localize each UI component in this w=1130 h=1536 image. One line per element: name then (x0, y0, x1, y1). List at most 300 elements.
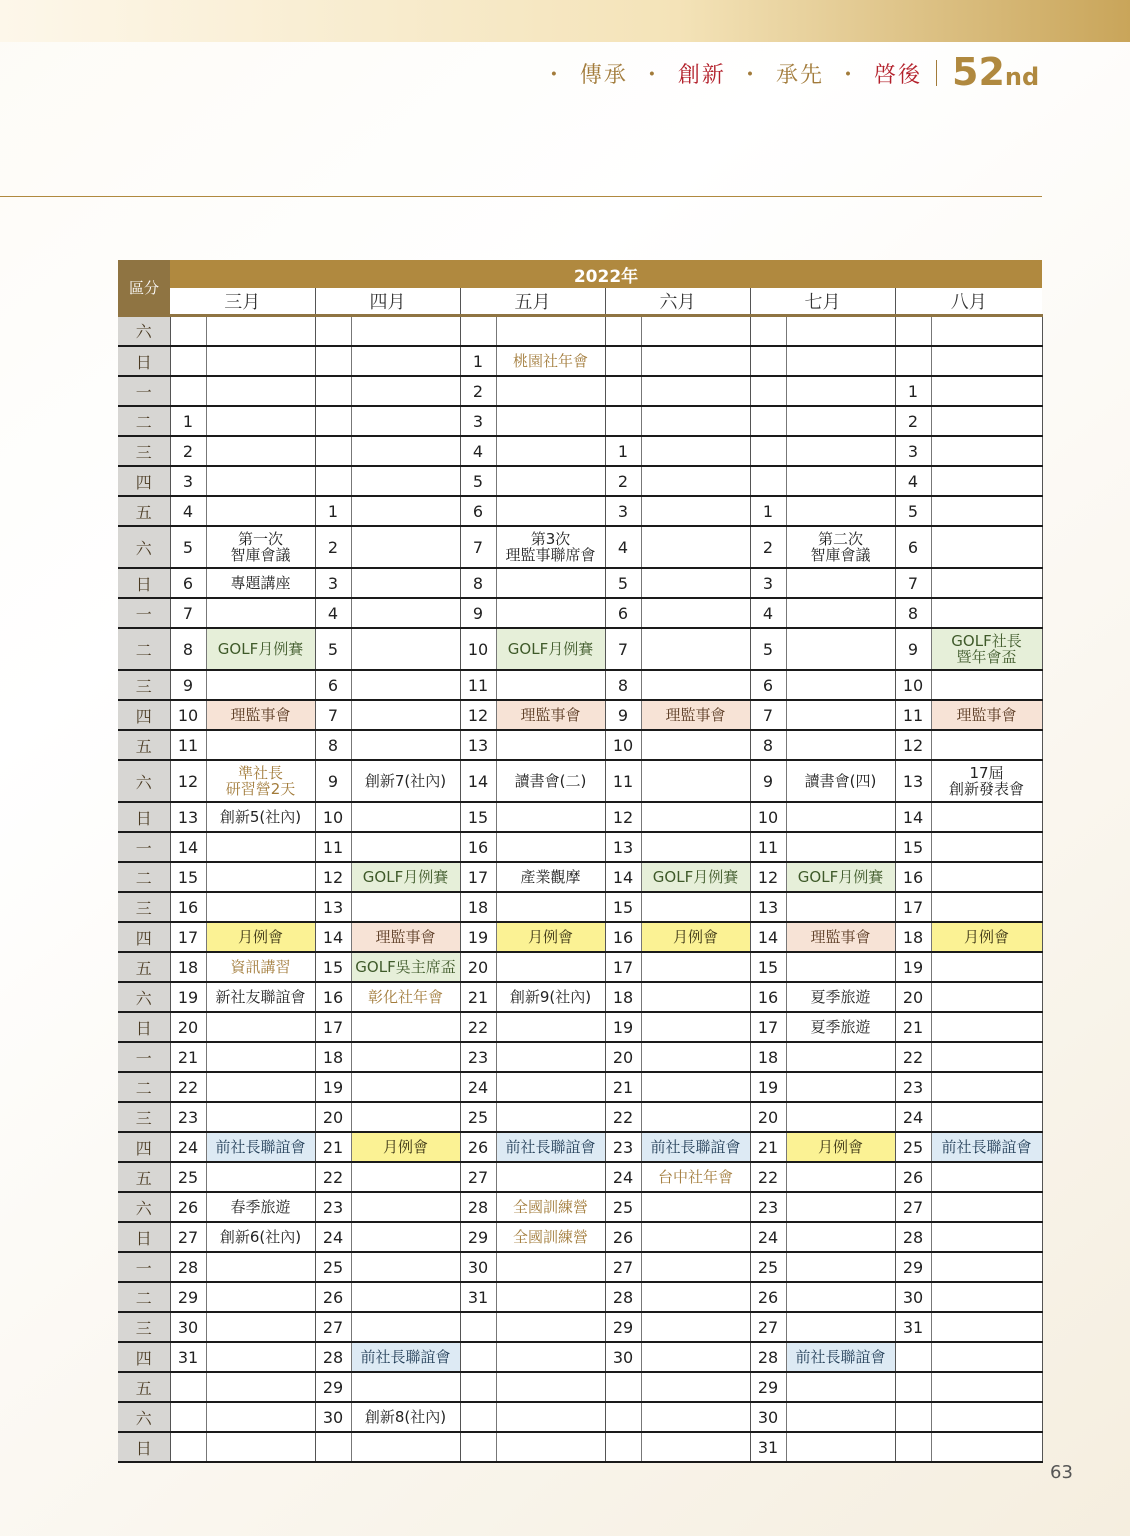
empty-event-cell (496, 832, 605, 862)
date-cell: 30 (895, 1282, 931, 1312)
date-cell: 16 (605, 922, 641, 952)
calendar-row (118, 892, 1042, 922)
calendar-row (118, 406, 1042, 436)
empty-event-cell (786, 316, 895, 347)
empty-event-cell (206, 1312, 315, 1342)
event-cell: GOLF月例賽 (351, 862, 460, 892)
date-cell: 26 (605, 1222, 641, 1252)
empty-event-cell (641, 1282, 750, 1312)
date-cell: 23 (315, 1192, 351, 1222)
date-cell: 7 (460, 526, 496, 568)
date-cell: 27 (170, 1222, 206, 1252)
date-cell: 5 (895, 496, 931, 526)
empty-event-cell (931, 802, 1042, 832)
empty-event-cell (641, 1432, 750, 1462)
date-cell (170, 316, 206, 347)
date-cell: 27 (460, 1162, 496, 1192)
date-cell: 26 (895, 1162, 931, 1192)
weekday-cell: 六 (118, 760, 170, 802)
empty-event-cell (786, 346, 895, 376)
weekday-cell: 日 (118, 568, 170, 598)
event-cell: 月例會 (786, 1132, 895, 1162)
empty-event-cell (786, 1252, 895, 1282)
date-cell (750, 316, 786, 347)
empty-event-cell (351, 628, 460, 670)
slogan-word: 傳承 (579, 63, 628, 88)
empty-event-cell (786, 1282, 895, 1312)
date-cell: 31 (460, 1282, 496, 1312)
empty-event-cell (496, 802, 605, 832)
event-cell: 月例會 (206, 922, 315, 952)
date-cell: 9 (895, 628, 931, 670)
empty-event-cell (206, 730, 315, 760)
event-cell: 新社友聯誼會 (206, 982, 315, 1012)
weekday-cell: 六 (118, 982, 170, 1012)
event-cell: 第3次 理監事聯席會 (496, 526, 605, 568)
event-cell: 專題講座 (206, 568, 315, 598)
empty-event-cell (351, 1192, 460, 1222)
event-cell: 春季旅遊 (206, 1192, 315, 1222)
date-cell (315, 466, 351, 496)
date-cell: 21 (895, 1012, 931, 1042)
date-cell: 30 (170, 1312, 206, 1342)
empty-event-cell (931, 316, 1042, 347)
date-cell: 21 (750, 1132, 786, 1162)
date-cell: 20 (170, 1012, 206, 1042)
calendar-row (118, 1402, 1042, 1432)
calendar-row (118, 1132, 1042, 1162)
date-cell (315, 1432, 351, 1462)
date-cell: 16 (315, 982, 351, 1012)
empty-event-cell (351, 670, 460, 700)
date-cell: 21 (460, 982, 496, 1012)
weekday-cell: 五 (118, 1162, 170, 1192)
date-cell: 15 (605, 892, 641, 922)
date-cell: 31 (170, 1342, 206, 1372)
empty-event-cell (931, 1372, 1042, 1402)
date-cell: 7 (895, 568, 931, 598)
date-cell: 25 (460, 1102, 496, 1132)
weekday-cell: 日 (118, 1222, 170, 1252)
empty-event-cell (786, 1432, 895, 1462)
date-cell: 24 (170, 1132, 206, 1162)
empty-event-cell (206, 436, 315, 466)
date-cell: 3 (315, 568, 351, 598)
date-cell: 2 (170, 436, 206, 466)
empty-event-cell (641, 568, 750, 598)
empty-event-cell (206, 406, 315, 436)
empty-event-cell (351, 316, 460, 347)
date-cell: 17 (750, 1012, 786, 1042)
empty-event-cell (641, 832, 750, 862)
date-cell (460, 1432, 496, 1462)
date-cell: 17 (605, 952, 641, 982)
empty-event-cell (496, 1312, 605, 1342)
date-cell: 18 (460, 892, 496, 922)
empty-event-cell (641, 1102, 750, 1132)
date-cell: 20 (750, 1102, 786, 1132)
empty-event-cell (931, 670, 1042, 700)
calendar-row (118, 1342, 1042, 1372)
empty-event-cell (931, 982, 1042, 1012)
calendar-row (118, 922, 1042, 952)
empty-event-cell (641, 1252, 750, 1282)
weekday-cell: 五 (118, 496, 170, 526)
event-cell: 月例會 (641, 922, 750, 952)
date-cell: 16 (170, 892, 206, 922)
event-cell: 理監事會 (496, 700, 605, 730)
weekday-cell: 六 (118, 526, 170, 568)
date-cell: 1 (605, 436, 641, 466)
event-cell: 前社長聯誼會 (641, 1132, 750, 1162)
date-cell: 16 (750, 982, 786, 1012)
event-cell: 月例會 (351, 1132, 460, 1162)
weekday-cell: 一 (118, 1252, 170, 1282)
date-cell: 23 (605, 1132, 641, 1162)
empty-event-cell (206, 1342, 315, 1372)
page-number: 63 (1050, 1462, 1073, 1483)
weekday-cell: 二 (118, 1072, 170, 1102)
weekday-cell: 四 (118, 700, 170, 730)
calendar-row (118, 346, 1042, 376)
empty-event-cell (496, 1252, 605, 1282)
event-cell: GOLF月例賽 (641, 862, 750, 892)
empty-event-cell (496, 952, 605, 982)
event-cell: 創新8(社內) (351, 1402, 460, 1432)
date-cell: 5 (315, 628, 351, 670)
date-cell: 24 (895, 1102, 931, 1132)
date-cell: 15 (750, 952, 786, 982)
date-cell: 7 (605, 628, 641, 670)
date-cell: 25 (605, 1192, 641, 1222)
empty-event-cell (641, 628, 750, 670)
empty-event-cell (786, 436, 895, 466)
date-cell: 12 (315, 862, 351, 892)
weekday-cell: 三 (118, 670, 170, 700)
slogan (539, 58, 922, 89)
event-cell: 第一次 智庫會議 (206, 526, 315, 568)
weekday-cell: 四 (118, 466, 170, 496)
date-cell: 3 (170, 466, 206, 496)
date-cell (460, 1372, 496, 1402)
empty-event-cell (786, 1192, 895, 1222)
event-cell: 全國訓練營 (496, 1222, 605, 1252)
weekday-cell: 三 (118, 892, 170, 922)
empty-event-cell (931, 1162, 1042, 1192)
date-cell (170, 346, 206, 376)
event-cell: 創新5(社內) (206, 802, 315, 832)
empty-event-cell (496, 1162, 605, 1192)
date-cell: 22 (895, 1042, 931, 1072)
date-cell: 23 (895, 1072, 931, 1102)
empty-event-cell (351, 832, 460, 862)
date-cell: 19 (315, 1072, 351, 1102)
date-cell: 30 (605, 1342, 641, 1372)
weekday-cell: 三 (118, 1312, 170, 1342)
weekday-cell: 二 (118, 1282, 170, 1312)
calendar-row (118, 436, 1042, 466)
weekday-cell: 日 (118, 802, 170, 832)
empty-event-cell (351, 406, 460, 436)
weekday-cell: 四 (118, 1342, 170, 1372)
empty-event-cell (641, 1192, 750, 1222)
event-cell: 前社長聯誼會 (496, 1132, 605, 1162)
slogan-separator: ・ (836, 63, 861, 88)
empty-event-cell (206, 1162, 315, 1192)
date-cell (460, 1312, 496, 1342)
date-cell: 18 (605, 982, 641, 1012)
empty-event-cell (351, 1252, 460, 1282)
date-cell: 20 (315, 1102, 351, 1132)
event-cell: 台中社年會 (641, 1162, 750, 1192)
calendar-row (118, 598, 1042, 628)
event-cell: 月例會 (496, 922, 605, 952)
empty-event-cell (206, 1402, 315, 1432)
date-cell: 7 (750, 700, 786, 730)
weekday-cell: 三 (118, 436, 170, 466)
date-cell: 17 (895, 892, 931, 922)
empty-event-cell (206, 1282, 315, 1312)
empty-event-cell (641, 892, 750, 922)
empty-event-cell (496, 1282, 605, 1312)
weekday-cell: 三 (118, 1102, 170, 1132)
date-cell: 25 (170, 1162, 206, 1192)
weekday-cell: 六 (118, 316, 170, 347)
date-cell: 11 (605, 760, 641, 802)
date-cell: 23 (750, 1192, 786, 1222)
empty-event-cell (206, 1042, 315, 1072)
empty-event-cell (496, 496, 605, 526)
date-cell: 12 (750, 862, 786, 892)
date-cell: 3 (895, 436, 931, 466)
date-cell: 4 (895, 466, 931, 496)
empty-event-cell (641, 982, 750, 1012)
empty-event-cell (786, 466, 895, 496)
slogan-word: 啓後 (873, 63, 922, 88)
event-cell: GOLF吳主席盃 (351, 952, 460, 982)
calendar-body (118, 316, 1042, 1463)
date-cell: 6 (315, 670, 351, 700)
weekday-cell: 五 (118, 730, 170, 760)
date-cell: 19 (460, 922, 496, 952)
empty-event-cell (641, 1072, 750, 1102)
empty-event-cell (351, 598, 460, 628)
date-cell: 8 (895, 598, 931, 628)
date-cell: 8 (315, 730, 351, 760)
calendar-row (118, 952, 1042, 982)
date-cell: 21 (315, 1132, 351, 1162)
empty-event-cell (931, 376, 1042, 406)
weekday-cell: 二 (118, 628, 170, 670)
calendar-row (118, 496, 1042, 526)
date-cell (170, 1402, 206, 1432)
calendar-row (118, 316, 1042, 347)
date-cell: 6 (460, 496, 496, 526)
empty-event-cell (206, 892, 315, 922)
empty-event-cell (931, 568, 1042, 598)
date-cell: 13 (605, 832, 641, 862)
date-cell: 10 (895, 670, 931, 700)
date-cell: 3 (605, 496, 641, 526)
date-cell: 25 (895, 1132, 931, 1162)
date-cell (460, 316, 496, 347)
empty-event-cell (496, 436, 605, 466)
date-cell: 21 (605, 1072, 641, 1102)
date-cell: 8 (750, 730, 786, 760)
date-cell: 30 (315, 1402, 351, 1432)
date-cell (170, 1372, 206, 1402)
empty-event-cell (496, 1372, 605, 1402)
date-cell: 28 (460, 1192, 496, 1222)
empty-event-cell (206, 1372, 315, 1402)
empty-event-cell (641, 406, 750, 436)
empty-event-cell (351, 568, 460, 598)
event-cell: 夏季旅遊 (786, 982, 895, 1012)
event-cell: 準社長 研習營2天 (206, 760, 315, 802)
date-cell (895, 1402, 931, 1432)
empty-event-cell (351, 892, 460, 922)
date-cell (750, 466, 786, 496)
empty-event-cell (931, 730, 1042, 760)
empty-event-cell (786, 1042, 895, 1072)
calendar-row (118, 1072, 1042, 1102)
date-cell: 7 (170, 598, 206, 628)
empty-event-cell (786, 568, 895, 598)
empty-event-cell (786, 730, 895, 760)
weekday-cell: 四 (118, 1132, 170, 1162)
date-cell: 23 (170, 1102, 206, 1132)
date-cell: 8 (605, 670, 641, 700)
empty-event-cell (351, 376, 460, 406)
empty-event-cell (641, 1312, 750, 1342)
month-header: 五月 (460, 288, 605, 316)
weekday-cell: 六 (118, 1192, 170, 1222)
event-cell: 桃園社年會 (496, 346, 605, 376)
event-cell: 讀書會(四) (786, 760, 895, 802)
area-header: 區分 (118, 260, 170, 316)
empty-event-cell (641, 466, 750, 496)
empty-event-cell (931, 406, 1042, 436)
date-cell (605, 346, 641, 376)
date-cell: 14 (605, 862, 641, 892)
empty-event-cell (931, 1342, 1042, 1372)
date-cell: 12 (460, 700, 496, 730)
empty-event-cell (206, 862, 315, 892)
empty-event-cell (641, 1402, 750, 1432)
date-cell: 3 (460, 406, 496, 436)
date-cell: 8 (170, 628, 206, 670)
empty-event-cell (641, 436, 750, 466)
date-cell: 2 (895, 406, 931, 436)
empty-event-cell (351, 700, 460, 730)
empty-event-cell (206, 496, 315, 526)
empty-event-cell (351, 1162, 460, 1192)
weekday-cell: 日 (118, 1012, 170, 1042)
calendar-row (118, 1312, 1042, 1342)
calendar-row (118, 1372, 1042, 1402)
calendar-row (118, 1192, 1042, 1222)
empty-event-cell (351, 436, 460, 466)
date-cell: 30 (750, 1402, 786, 1432)
empty-event-cell (496, 568, 605, 598)
calendar-row (118, 628, 1042, 670)
date-cell: 22 (315, 1162, 351, 1192)
month-header: 四月 (315, 288, 460, 316)
date-cell: 27 (895, 1192, 931, 1222)
date-cell: 12 (170, 760, 206, 802)
empty-event-cell (351, 496, 460, 526)
empty-event-cell (786, 700, 895, 730)
date-cell: 18 (315, 1042, 351, 1072)
event-cell: GOLF社長 暨年會盃 (931, 628, 1042, 670)
empty-event-cell (786, 1102, 895, 1132)
date-cell: 29 (605, 1312, 641, 1342)
empty-event-cell (496, 376, 605, 406)
date-cell: 27 (750, 1312, 786, 1342)
slogan-separator: ・ (738, 63, 763, 88)
empty-event-cell (931, 832, 1042, 862)
top-gold-banner (0, 0, 1130, 42)
calendar-row (118, 1102, 1042, 1132)
empty-event-cell (931, 346, 1042, 376)
empty-event-cell (496, 466, 605, 496)
date-cell: 9 (605, 700, 641, 730)
empty-event-cell (786, 802, 895, 832)
empty-event-cell (206, 1432, 315, 1462)
empty-event-cell (786, 952, 895, 982)
weekday-cell: 一 (118, 832, 170, 862)
event-cell: 讀書會(二) (496, 760, 605, 802)
date-cell: 15 (315, 952, 351, 982)
date-cell: 23 (460, 1042, 496, 1072)
calendar-row (118, 1162, 1042, 1192)
weekday-cell: 六 (118, 1402, 170, 1432)
empty-event-cell (931, 1222, 1042, 1252)
empty-event-cell (351, 1222, 460, 1252)
date-cell (895, 346, 931, 376)
empty-event-cell (641, 1222, 750, 1252)
empty-event-cell (351, 1102, 460, 1132)
empty-event-cell (641, 670, 750, 700)
weekday-cell: 五 (118, 1372, 170, 1402)
date-cell: 28 (605, 1282, 641, 1312)
empty-event-cell (351, 526, 460, 568)
calendar-row (118, 526, 1042, 568)
date-cell (315, 346, 351, 376)
empty-event-cell (786, 406, 895, 436)
date-cell: 9 (750, 760, 786, 802)
date-cell: 10 (170, 700, 206, 730)
weekday-cell: 日 (118, 346, 170, 376)
empty-event-cell (786, 496, 895, 526)
date-cell: 28 (315, 1342, 351, 1372)
date-cell (750, 346, 786, 376)
empty-event-cell (206, 832, 315, 862)
weekday-cell: 四 (118, 922, 170, 952)
date-cell (895, 1372, 931, 1402)
date-cell: 19 (895, 952, 931, 982)
date-cell: 28 (750, 1342, 786, 1372)
date-cell: 1 (315, 496, 351, 526)
date-cell: 29 (895, 1252, 931, 1282)
empty-event-cell (786, 1072, 895, 1102)
month-header: 七月 (750, 288, 895, 316)
date-cell: 17 (460, 862, 496, 892)
empty-event-cell (496, 1342, 605, 1372)
calendar-row (118, 982, 1042, 1012)
empty-event-cell (931, 862, 1042, 892)
empty-event-cell (641, 1042, 750, 1072)
